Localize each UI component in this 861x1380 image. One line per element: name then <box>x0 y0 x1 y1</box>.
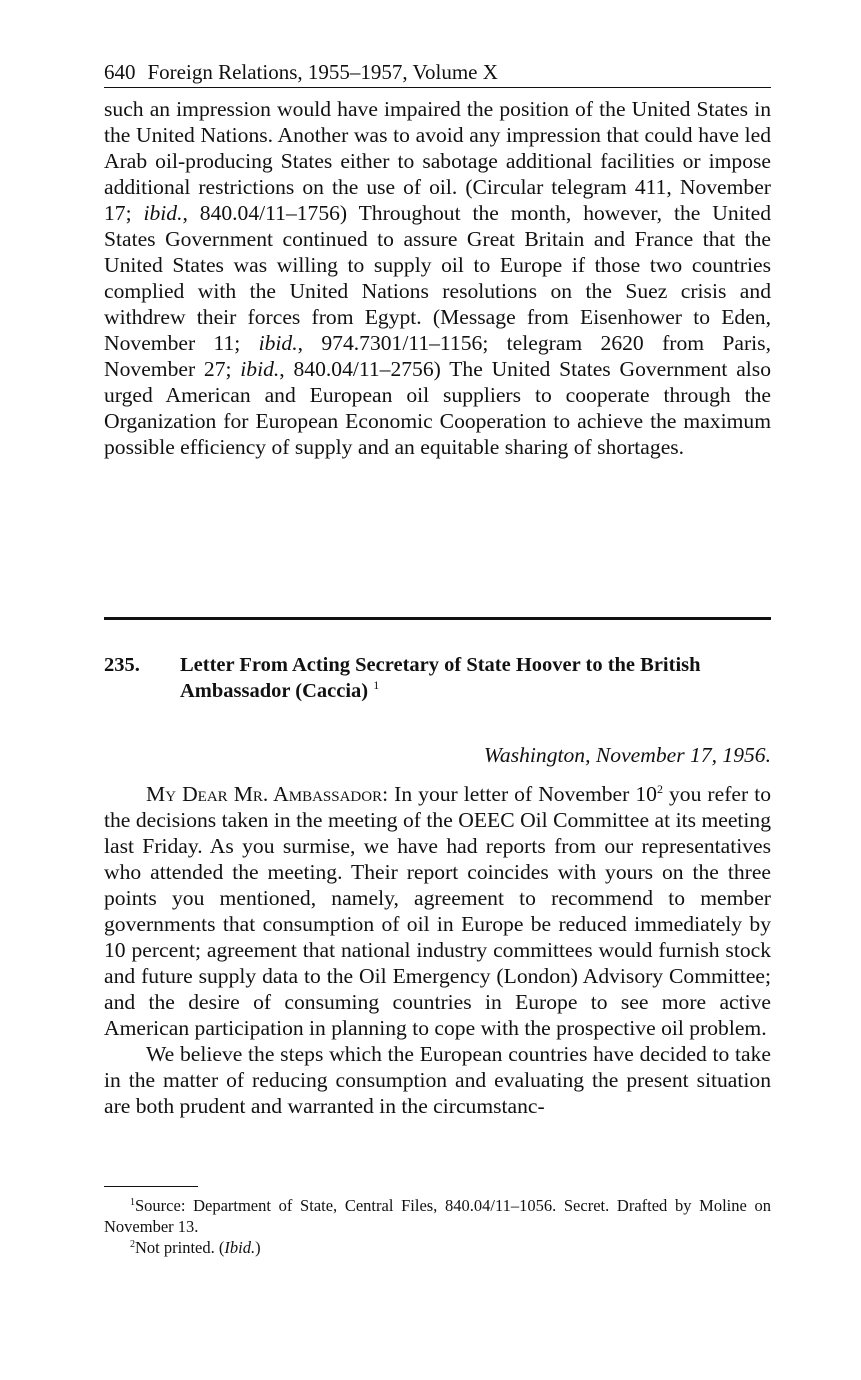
text-segment: you refer to the decisions taken in the meeting of the OEEC Oil Committee at its meeting last Friday. As you surmise, we have had reports from our representatives who attended the meeting. Their report coincides with yours on the three points you mentioned, namely, agreement to recommend to member governments that consumption of oil in Europe be reduced immediately by 10 percent; agreement that national industry committees would furnish stock and future supply data to the Oil Emergency (London) Advisory Committee; and the desire of consuming countries in Europe to see more active American participation in planning to cope with the prospective oil problem. <box>104 782 771 1040</box>
section-divider <box>104 617 771 620</box>
text-segment: , 840.04/11–2756) The United States Government also urged American and European oil suppliers to cooperate through the Organization for European Economic Cooperation to achieve the maximum possible efficiency of supply and an equitable sharing of shortages. <box>104 357 771 459</box>
text-segment: , 974.7301/11–1156; telegram 2620 from Paris, November 27; <box>104 331 771 381</box>
ibid-italic: ibid. <box>143 201 183 225</box>
footnote-ref: 1 <box>373 678 380 692</box>
page-number: 640 <box>104 60 136 84</box>
footnote-2 <box>104 1237 771 1258</box>
footnote-1 <box>104 1195 771 1237</box>
footnote-text: Source: Department of State, Central Files, 840.04/11–1056. Secret. Drafted by Moline on November 13. <box>104 1196 771 1236</box>
footnotes <box>104 1195 771 1258</box>
footnote-rule <box>104 1186 198 1187</box>
running-head <box>104 58 771 88</box>
letter-paragraph <box>104 781 771 1041</box>
text-segment: In your letter of November 10 <box>388 782 657 806</box>
continued-paragraph <box>104 96 771 460</box>
footnote-text: Not printed. ( <box>135 1238 225 1257</box>
ibid-italic: ibid. <box>240 357 280 381</box>
document-heading <box>104 652 771 704</box>
footnote-text: ) <box>255 1238 261 1257</box>
letter-body <box>104 781 771 1119</box>
document-title <box>180 652 771 704</box>
footnote-mark: 1 <box>130 1197 135 1208</box>
footnote-mark: 2 <box>130 1239 135 1250</box>
ibid-italic: Ibid. <box>224 1238 256 1257</box>
document-number: 235. <box>104 654 140 676</box>
text-segment: , 840.04/11–1756) Throughout the month, however, the United States Government continued to assure Great Britain and France that the United States was willing to supply oil to Europe if those two countries complied with the United Nations resolutions on the Suez crisis and withdrew their forces from Egypt. (Message from Eisenhower to Eden, November 11; <box>104 201 771 355</box>
page <box>104 58 771 1257</box>
document-title-text: Letter From Acting Secretary of State Hoover to the British Ambassador (Caccia) <box>180 654 701 702</box>
ibid-italic: ibid. <box>258 331 298 355</box>
letter-paragraph: We believe the steps which the European countries have decided to take in the matter of reducing consumption and evaluating the present situation are both prudent and warranted in the circumstanc- <box>104 1042 771 1118</box>
volume-title: Foreign Relations, 1955–1957, Volume X <box>147 60 498 84</box>
text-segment: such an impression would have impaired the position of the United States in the United Nations. Another was to avoid any impression that could have led Arab oil-producing States either to sabotage additional facilities or impose additional restrictions on the use of oil. (Circular telegram 411, November 17; <box>104 97 771 225</box>
dateline: Washington, November 17, 1956. <box>483 743 771 767</box>
salutation: My Dear Mr. Ambassador: <box>146 782 389 806</box>
footnote-ref: 2 <box>656 782 663 796</box>
